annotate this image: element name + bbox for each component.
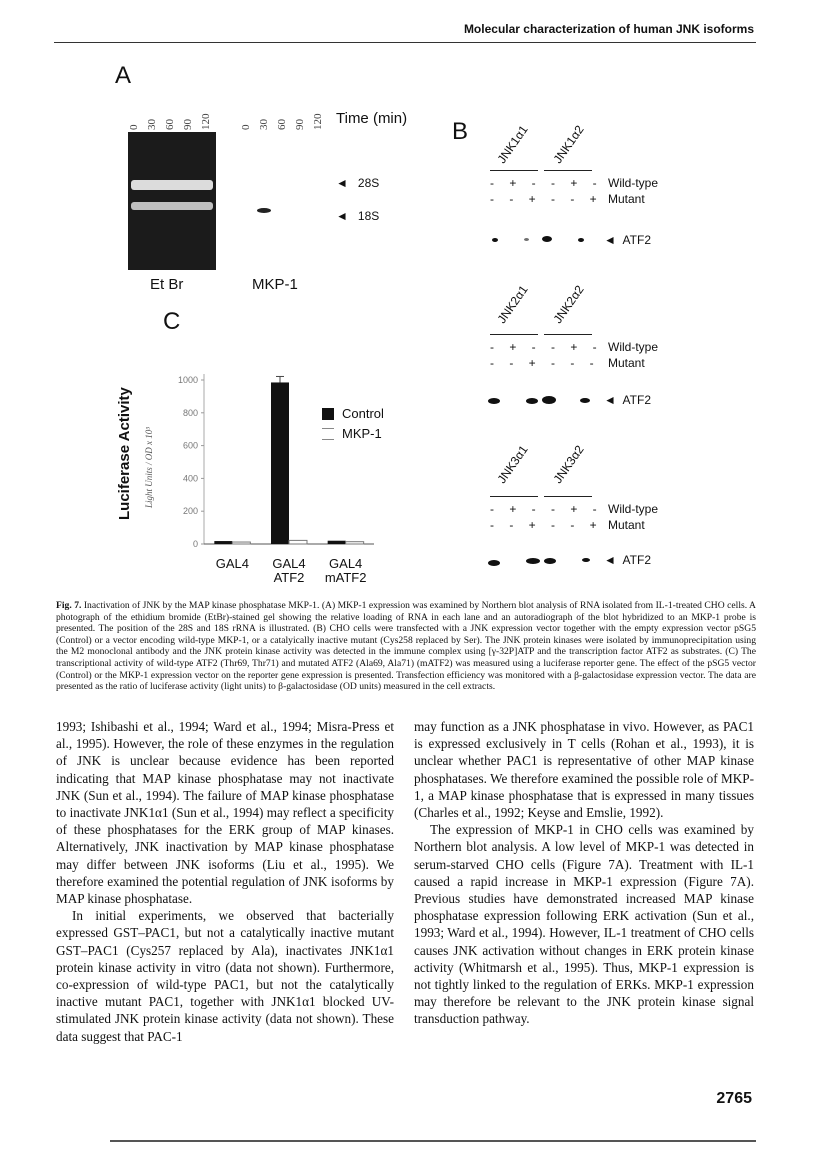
tick: 90 <box>294 119 306 130</box>
x-category-label-line: GAL4 <box>329 556 363 571</box>
blot-band <box>544 558 556 564</box>
header-rule <box>54 42 756 43</box>
mutant-label: Mutant <box>608 192 645 206</box>
gel2-time-ticks <box>240 106 340 130</box>
tick: 120 <box>312 113 324 130</box>
etbr-label: Et Br <box>150 276 184 293</box>
bar-mkp1 <box>232 542 250 544</box>
panel-c-label: C <box>163 308 181 335</box>
group-rule <box>490 170 538 171</box>
x-category-label-line: GAL4 <box>215 556 249 571</box>
caption-label: Fig. 7. <box>56 600 82 611</box>
wildtype-label: Wild-type <box>608 502 659 516</box>
wildtype-label: Wild-type <box>608 340 659 354</box>
group-rule <box>490 334 538 335</box>
bar-control <box>271 382 289 544</box>
wildtype-row: - + - - + - <box>490 176 603 190</box>
mkp1-signal <box>257 208 271 213</box>
y-tick-label: 400 <box>182 473 198 484</box>
atf2-marker: ◄ ATF2 <box>604 233 651 247</box>
tick: 60 <box>164 119 176 130</box>
blot-band <box>524 238 529 241</box>
x-category-label-line: mATF2 <box>324 570 367 585</box>
group-rule <box>544 496 592 497</box>
tick: 0 <box>240 124 252 130</box>
page-number: 2765 <box>716 1090 752 1107</box>
marker-28s: ◄ 28S <box>336 176 380 190</box>
tick: 60 <box>276 119 288 130</box>
blot-band <box>488 398 500 404</box>
running-header: Molecular characterization of human JNK isoforms <box>463 22 754 36</box>
wildtype-row: - + - - + - <box>490 340 603 354</box>
blot-band <box>542 396 556 404</box>
body-column-right <box>414 718 754 1028</box>
x-category-label <box>216 556 249 571</box>
legend-mkp1-label: MKP-1 <box>342 426 382 441</box>
blot-band <box>492 238 498 242</box>
blot-band <box>580 398 590 403</box>
paragraph: In initial experiments, we observed that bacterially expressed GST–PAC1, but not a catalytically inactive mutant GST–PAC1 (Cys257 replaced by Ala), inactivates JNK1α1 protein kinase activity in vitro (data not shown). Furthermore, co-expression of wild-type PAC1, but not the catalytically inactive mutant PAC1, together with JNK1α1 blocked UV-stimulated JNK protein kinase activity (data not shown). These data suggest that PAC-1 <box>56 908 394 1044</box>
jnk1-blot-block <box>486 122 686 260</box>
x-category-label-line: GAL4 <box>272 556 306 571</box>
x-category-label <box>325 556 367 585</box>
gel1-time-ticks <box>128 106 228 130</box>
atf2-label: ATF2 <box>622 553 651 567</box>
tick: 30 <box>258 119 270 130</box>
paragraph: The expression of MKP-1 in CHO cells was examined by Northern blot analysis. A low level of MKP-1 was detected in serum-starved CHO cells (Figure 7A). Treatment with IL-1 caused a rapid increase in MKP-1 expression (Figure 7A). Previous studies have demonstrated increased MAP kinase phosphatase expression following ERK activation (Sun et al., 1993; Ward et al., 1994). However, IL-1 treatment of CHO cells causes JNK activation without changes in ERK protein kinase activity (Whitmarsh et al., 1995). Thus, MKP-1 expression is not tightly linked to the regulation of ERKs. MKP-1 expression may therefore be relevant to the JNK protein kinase signal transduction pathway. <box>414 822 754 1027</box>
y-axis-label: Luciferase Activity <box>116 387 133 520</box>
legend-control-label: Control <box>342 406 384 421</box>
blot-band <box>488 560 500 566</box>
isoform-label: JNK3α2 <box>550 442 587 486</box>
paragraph: 1993; Ishibashi et al., 1994; Ward et al., 1994; Misra-Press et al., 1995). However, the role of these enzymes in the regulation of JNK is unclear because evidence has been reported indicating that MAP kinase phosphatase may not inactivate JNK (Sun et al., 1994). The failure of MAP kinase phosphatase to inactivate JNK1α1 (Sun et al., 1994) may reflect a specificity of these phosphatases for the ERK group of MAP kinases. Alternatively, JNK inactivation by MAP kinase phosphatase may differ between JNK isoforms (Liu et al., 1995). We therefore examined the potential regulation of JNK isoforms by MAP kinase phosphatase. <box>56 719 394 907</box>
mutant-row: - - + - - + <box>490 192 603 206</box>
legend-control-swatch <box>322 408 334 420</box>
paragraph: may function as a JNK phosphatase in vivo. However, as PAC1 is expressed exclusively in T cells (Rohan et al., 1993), it is unclear whether PAC1 is representative of other MAP kinase phosphatases. We therefore examined the possible role of MKP-1, a MAP kinase phosphatase that is expressed in many tissues (Charles et al., 1992; Keyse and Emslie, 1992). <box>414 719 754 821</box>
figure-caption <box>56 600 756 693</box>
28s-band <box>131 180 213 190</box>
y-axis-units: Light Units / OD x 10³ <box>144 427 154 508</box>
y-tick-label: 600 <box>182 440 198 451</box>
tick: 120 <box>200 113 212 130</box>
jnk3-blot-block <box>486 442 686 580</box>
panel-b-label: B <box>452 118 469 145</box>
atf2-label: ATF2 <box>622 233 651 247</box>
legend-mkp1-swatch <box>322 428 334 440</box>
mutant-row: - - + - - - <box>490 356 600 370</box>
y-tick-label: 0 <box>192 539 198 549</box>
tick: 0 <box>128 124 140 130</box>
18s-band <box>131 202 213 210</box>
tick: 90 <box>182 119 194 130</box>
mutant-row: - - + - - + <box>490 518 603 532</box>
atf2-marker: ◄ ATF2 <box>604 553 651 567</box>
mutant-label: Mutant <box>608 356 645 370</box>
atf2-marker: ◄ ATF2 <box>604 393 651 407</box>
y-tick-label: 800 <box>182 407 198 418</box>
x-category-label <box>272 556 305 585</box>
isoform-label: JNK2α1 <box>494 282 531 326</box>
wildtype-label: Wild-type <box>608 176 659 190</box>
wildtype-row: - + - - + - <box>490 502 603 516</box>
isoform-label: JNK1α1 <box>494 122 531 166</box>
panel-a-label: A <box>115 62 132 89</box>
bar-mkp1 <box>289 540 307 544</box>
y-tick-label: 1000 <box>177 375 198 385</box>
y-tick-label: 200 <box>182 506 198 517</box>
marker-28s-text: 28S <box>357 176 380 190</box>
luciferase-bar-chart <box>160 360 390 590</box>
bar-mkp1 <box>346 542 364 544</box>
blot-band <box>526 558 540 564</box>
isoform-label: JNK2α2 <box>550 282 587 326</box>
time-min-label: Time (min) <box>336 110 408 127</box>
jnk2-blot-block <box>486 282 686 420</box>
footer-rule <box>110 1140 756 1142</box>
blot-band <box>582 558 590 562</box>
blot-band <box>578 238 584 242</box>
marker-18s: ◄ 18S <box>336 209 380 223</box>
etbr-gel-image <box>128 132 216 270</box>
caption-text: Inactivation of JNK by the MAP kinase phosphatase MKP-1. (A) MKP-1 expression was examined by Northern blot analysis of RNA isolated from IL-1-treated CHO cells. A photograph of the ethidium bromide (EtBr)-stained gel showing the relative loading of RNA in each lane and an autoradiograph of the blot hybridized to an MKP-1 probe is presented. The position of the 28S and 18S rRNA is illustrated. (B) CHO cells were transfected with a JNK expression vector together with the empty expression vector pSG5 (Control) or a vector encoding wild-type MKP-1, or a catalyically inactive mutant (Cys258 replaced by Ser). The JNK protein kinases were isolated by immunoprecipitation using the M2 monoclonal antibody and the JNK protein kinase activity was detected in the immune complex using [γ-32P]ATP and the transcription factor ATF2 as substrates. (C) The transcriptional activity of wild-type ATF2 (Thr69, Thr71) and mutated ATF2 (Ala69, Ala71) (mATF2) was measured using a luciferase reporter gene. The effect of the pSG5 vector (Control) or the MKP-1 expression vector on the reporter gene expression is presented. Transfection efficiency was monitored with a β-galactosidase expression vector. The data are presented as the ratio of luciferase activity (light units) to β-galactosidase (OD units) measured in the cell extracts. <box>56 600 756 693</box>
x-category-label-line: ATF2 <box>273 570 305 585</box>
atf2-label: ATF2 <box>622 393 651 407</box>
blot-band <box>542 236 552 242</box>
bar-control <box>214 541 232 544</box>
group-rule <box>544 334 592 335</box>
bar-control <box>328 541 346 544</box>
blot-band <box>526 398 538 404</box>
mutant-label: Mutant <box>608 518 645 532</box>
isoform-label: JNK1α2 <box>550 122 587 166</box>
mkp1-label: MKP-1 <box>252 276 298 293</box>
tick: 30 <box>146 119 158 130</box>
group-rule <box>490 496 538 497</box>
body-column-left <box>56 718 394 1045</box>
marker-18s-text: 18S <box>357 209 380 223</box>
group-rule <box>544 170 592 171</box>
isoform-label: JNK3α1 <box>494 442 531 486</box>
